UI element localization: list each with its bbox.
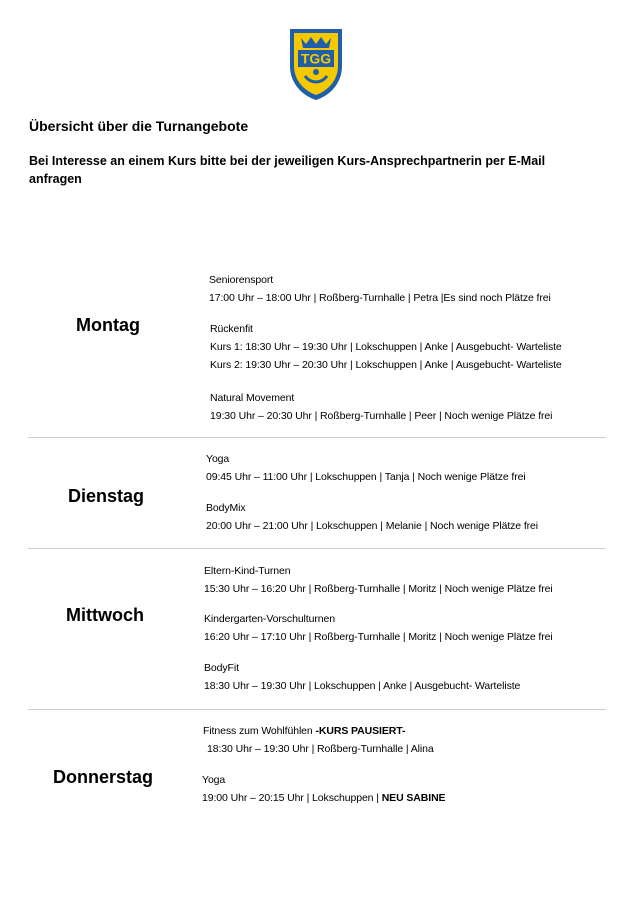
course-name: Seniorensport	[209, 274, 274, 286]
course-name: Yoga	[206, 453, 230, 465]
course-name: Yoga	[202, 774, 226, 786]
course-detail: Kurs 2: 19:30 Uhr – 20:30 Uhr | Lokschuppen | Anke | Ausgebucht- Warteliste	[210, 359, 562, 371]
course-yoga-thursday	[202, 771, 445, 807]
course-rueckenfit	[210, 320, 562, 374]
course-detail: 09:45 Uhr – 11:00 Uhr | Lokschuppen | Tanja | Noch wenige Plätze frei	[206, 471, 526, 483]
course-fitness-zum-wohlfuehlen	[203, 722, 434, 758]
divider	[28, 709, 606, 710]
course-detail: Kurs 1: 18:30 Uhr – 19:30 Uhr | Lokschuppen | Anke | Ausgebucht- Warteliste	[210, 341, 562, 353]
course-highlight: NEU SABINE	[381, 792, 446, 804]
course-eltern-kind-turnen	[204, 562, 553, 598]
course-kindergarten-vorschulturnen	[204, 610, 553, 646]
course-name: BodyMix	[206, 502, 246, 514]
course-bodyfit	[204, 659, 520, 695]
divider	[28, 437, 606, 438]
course-name: BodyFit	[204, 662, 239, 674]
intro-text: Bei Interesse an einem Kurs bitte bei der jeweiligen Kurs-Ansprechpartnerin per E-Mail anfragen	[29, 154, 546, 186]
course-detail: 18:30 Uhr – 19:30 Uhr | Lokschuppen | Anke | Ausgebucht- Warteliste	[204, 680, 521, 692]
logo-text: TGG	[300, 50, 332, 67]
divider	[28, 548, 606, 549]
course-name: Fitness zum Wohlfühlen	[203, 725, 313, 737]
course-detail: 16:20 Uhr – 17:10 Uhr | Roßberg-Turnhalle | Moritz | Noch wenige Plätze frei	[204, 631, 553, 643]
day-thursday: Donnerstag	[53, 767, 154, 787]
tgg-logo	[287, 26, 345, 102]
course-detail: 19:00 Uhr – 20:15 Uhr | Lokschuppen |	[202, 792, 382, 804]
course-paused-note: -KURS PAUSIERT-	[315, 725, 406, 737]
course-detail: 15:30 Uhr – 16:20 Uhr | Roßberg-Turnhalle | Moritz | Noch wenige Plätze frei	[204, 583, 553, 595]
day-monday: Montag	[76, 315, 140, 335]
course-detail: 19:30 Uhr – 20:30 Uhr | Roßberg-Turnhalle | Peer | Noch wenige Plätze frei	[210, 410, 553, 422]
course-name: Kindergarten-Vorschulturnen	[204, 613, 335, 625]
course-detail: 18:30 Uhr – 19:30 Uhr | Roßberg-Turnhalle | Alina	[207, 743, 434, 755]
course-name: Natural Movement	[210, 392, 295, 404]
course-yoga-tuesday	[206, 450, 526, 486]
day-tuesday: Dienstag	[68, 486, 145, 506]
course-detail: 20:00 Uhr – 21:00 Uhr | Lokschuppen | Melanie | Noch wenige Plätze frei	[206, 520, 539, 532]
day-wednesday: Mittwoch	[66, 605, 144, 625]
course-seniorensport	[209, 271, 551, 307]
course-detail: 17:00 Uhr – 18:00 Uhr | Roßberg-Turnhalle | Petra |Es sind noch Plätze frei	[209, 292, 551, 304]
course-natural-movement	[210, 389, 552, 425]
course-name: Eltern-Kind-Turnen	[204, 565, 291, 577]
course-name: Rückenfit	[210, 323, 253, 335]
course-bodymix	[206, 499, 538, 535]
page-title: Übersicht über die Turnangebote	[29, 118, 249, 134]
